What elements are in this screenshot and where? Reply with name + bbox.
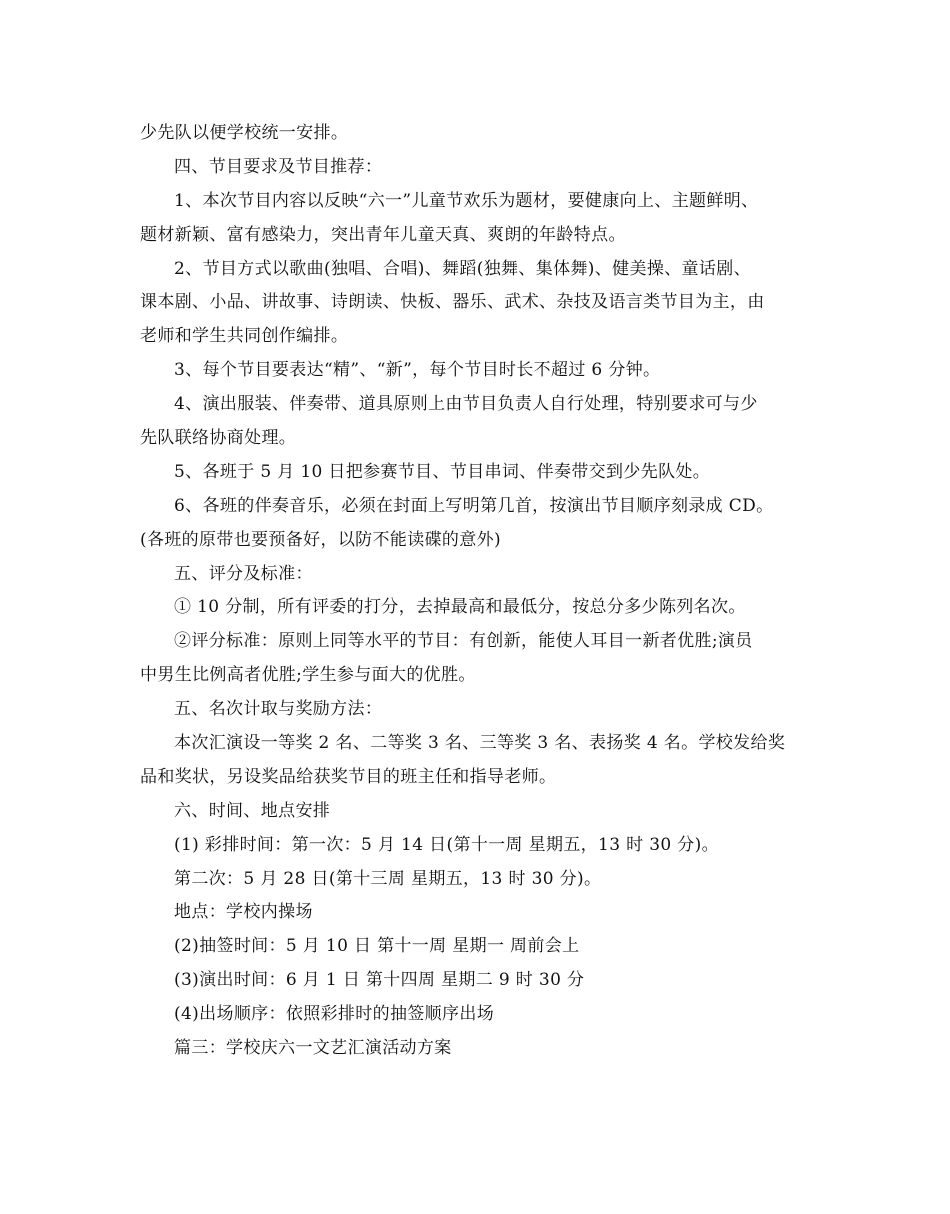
text-line: 少先队以便学校统一安排。 [140,123,349,143]
text-line: (3)演出时间：6 月 1 日 第十四周 星期二 9 时 30 分 [174,970,585,991]
text-line: 地点：学校内操场 [174,902,313,923]
text-line: 1、本次节目内容以反映“六一”儿童节欢乐为题材，要健康向上、主题鲜明、 [174,190,759,211]
text-line: (4)出场顺序：依照彩排时的抽签顺序出场 [174,1004,495,1025]
text-line: 先队联络协商处理。 [140,428,297,449]
text-line: 4、演出服装、伴奏带、道具原则上由节目负责人自行处理，特别要求可与少 [174,394,758,415]
text-line: 老师和学生共同创作编排。 [140,326,349,347]
section-heading: 五、名次计取与奖励方法： [174,699,383,720]
text-line: 6、各班的伴奏音乐，必须在封面上写明第几首，按演出节目顺序刻录成 CD。 [174,495,774,516]
section-heading: 篇三：学校庆六一文艺汇演活动方案 [174,1038,452,1059]
text-line: 课本剧、小品、讲故事、诗朗读、快板、器乐、武术、杂技及语言类节目为主，由 [140,292,765,313]
text-line: ① 10 分制，所有评委的打分，去掉最高和最低分，按总分多少陈列名次。 [174,597,746,618]
text-line: 3、每个节目要表达“精”、“新”，每个节目时长不超过 6 分钟。 [174,360,661,381]
text-line: (1) 彩排时间：第一次：5 月 14 日(第十一周 星期五，13 时 30 分)。 [174,834,719,855]
text-line: 中男生比例高者优胜;学生参与面大的优胜。 [140,665,476,686]
section-heading: 五、评分及标准： [174,563,313,584]
text-line: 第二次：5 月 28 日(第十三周 星期五，13 时 30 分)。 [174,868,602,889]
text-line: 5、各班于 5 月 10 日把参赛节目、节目串词、伴奏带交到少先队处。 [174,461,711,482]
text-line: 本次汇演设一等奖 2 名、二等奖 3 名、三等奖 3 名、表扬奖 4 名。学校发给奖 [174,733,786,754]
document-page [140,117,820,1066]
text-line: 品和奖状，另设奖品给获奖节目的班主任和指导老师。 [140,766,557,787]
section-heading: 四、节目要求及节目推荐： [174,156,383,177]
text-line: (2)抽签时间：5 月 10 日 第十一周 星期一 周前会上 [174,936,580,957]
text-line: 2、节目方式以歌曲(独唱、合唱)、舞蹈(独舞、集体舞)、健美操、童话剧、 [174,258,751,279]
text-line: (各班的原带也要预备好，以防不能读碟的意外) [140,529,501,550]
text-line: 题材新颖、富有感染力，突出青年儿童天真、爽朗的年龄特点。 [140,224,626,245]
section-heading: 六、时间、地点安排 [174,800,331,821]
text-line: ②评分标准：原则上同等水平的节目：有创新，能使人耳目一新者优胜;演员 [174,631,753,652]
